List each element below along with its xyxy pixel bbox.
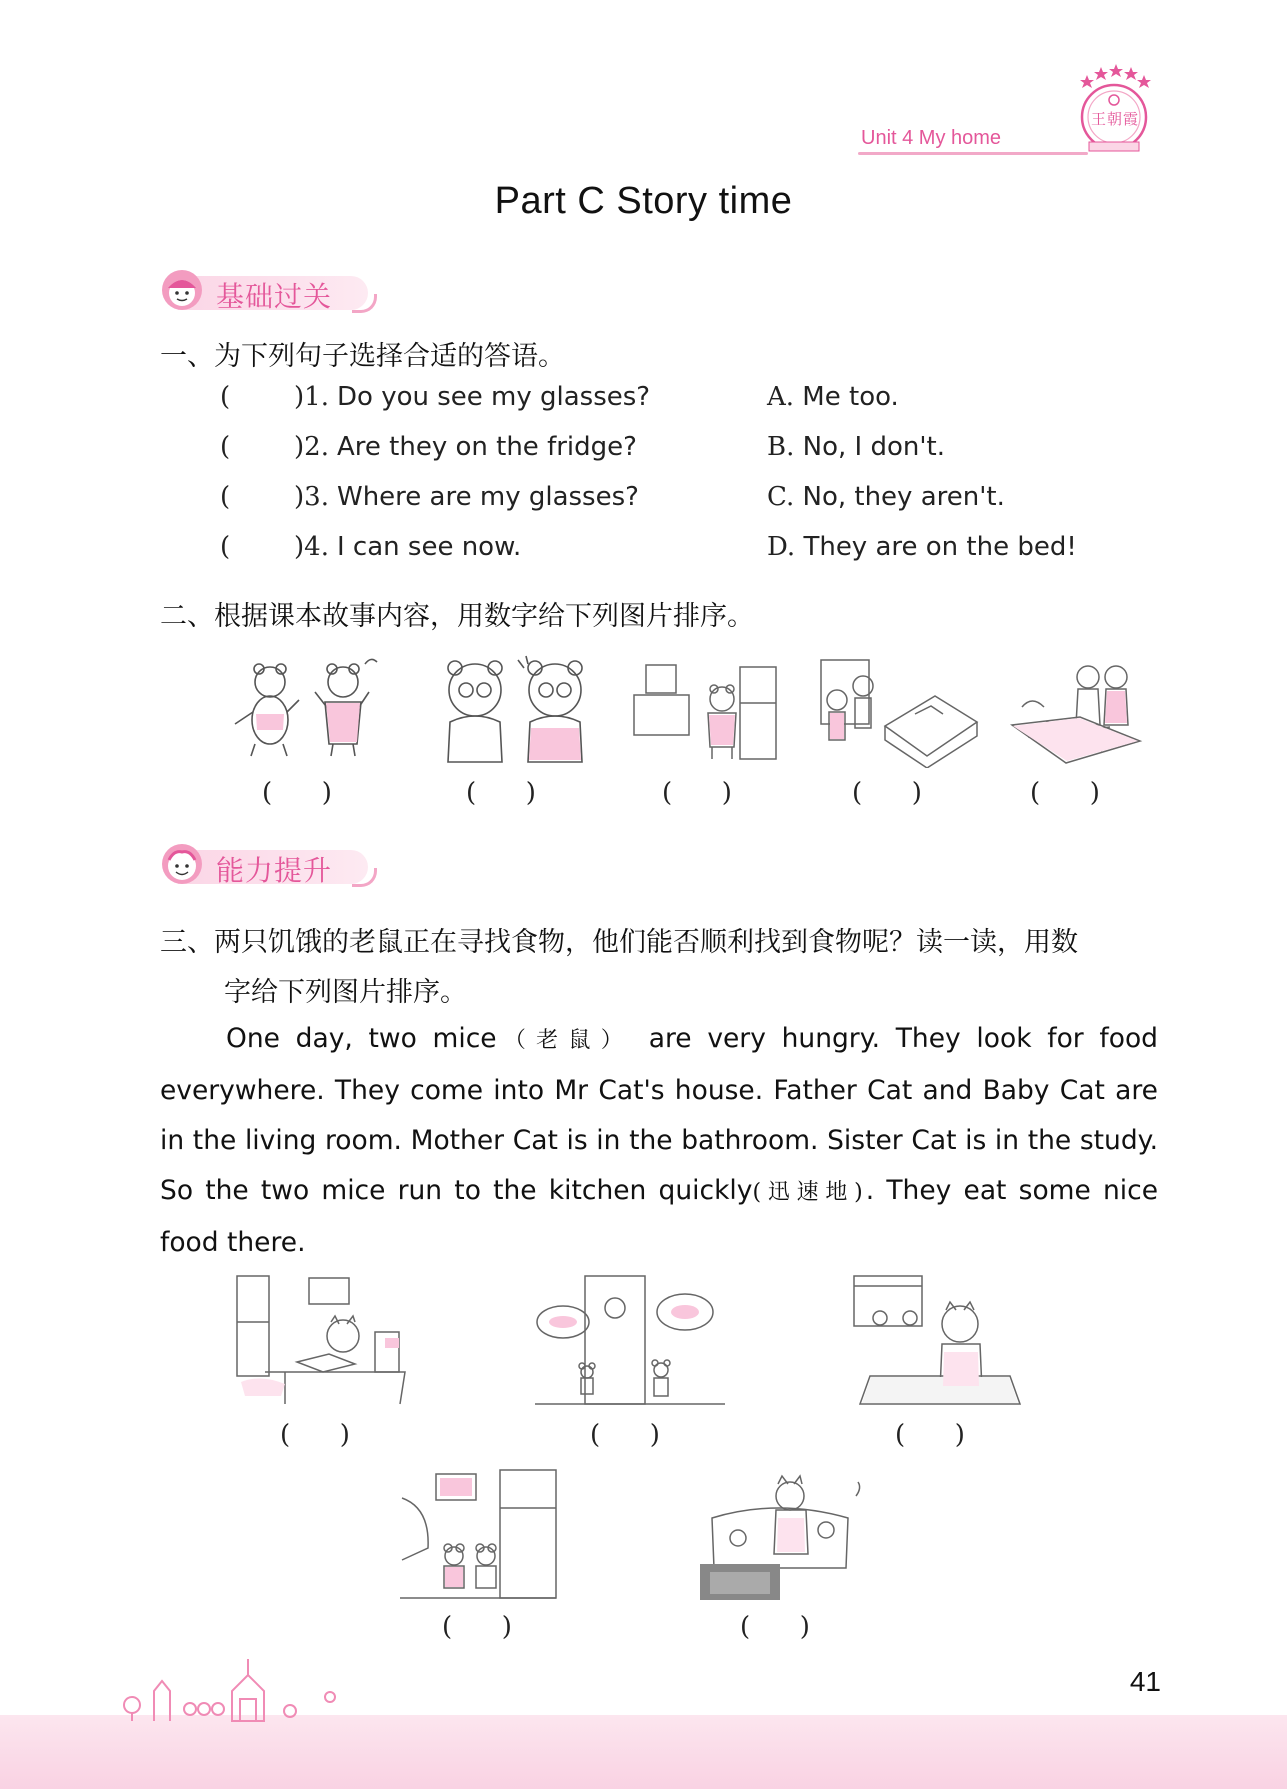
bears-table-picture bbox=[1010, 655, 1160, 765]
section-badge-label: 能力提升 bbox=[216, 854, 333, 887]
publisher-logo bbox=[1075, 62, 1153, 154]
question-2-heading: 二、根据课本故事内容，用数字给下列图片排序。 bbox=[160, 601, 754, 632]
unit-label: Unit 4 My home bbox=[861, 127, 1002, 149]
picture-order-blank[interactable]: ( ) bbox=[262, 778, 332, 808]
girl-face-icon bbox=[160, 268, 204, 312]
story-passage: One day, two mice（老鼠） are very hungry. They look for food everywhere. They come into Mr Cat's house. Father Cat and Baby Cat are in the living room. Mother Cat is in the bathroom. Sister Cat is in the study. So the two mice run to the kitchen quickly(迅速地). They eat some nice food there. bbox=[160, 1023, 1158, 1258]
picture-order-blank[interactable]: ( ) bbox=[442, 1612, 512, 1642]
matching-row: ( )3. Where are my glasses? C. No, they aren't. bbox=[220, 482, 1005, 512]
logo-text: 王朝霞 bbox=[1091, 110, 1140, 128]
picture-order-blank[interactable]: ( ) bbox=[466, 778, 536, 808]
page-number: 41 bbox=[1129, 1666, 1161, 1697]
picture-order-blank[interactable]: ( ) bbox=[280, 1420, 350, 1450]
answer-option: B. No, I don't. bbox=[767, 432, 945, 462]
answer-option: A. Me too. bbox=[767, 382, 899, 412]
answer-blank[interactable]: )1. bbox=[294, 382, 329, 412]
bears-glasses-picture bbox=[430, 650, 600, 765]
picture-order-blank[interactable]: ( ) bbox=[590, 1420, 660, 1450]
question-3-heading-cont: 字给下列图片排序。 bbox=[224, 977, 467, 1008]
section-badge-basic bbox=[160, 268, 380, 314]
gloss-quickly: (迅速地) bbox=[752, 1180, 866, 1205]
picture-order-blank[interactable]: ( ) bbox=[740, 1612, 810, 1642]
section-badge-advanced bbox=[160, 842, 380, 888]
question-3-heading: 三、两只饥饿的老鼠正在寻找食物，他们能否顺利找到食物呢？读一读，用数 bbox=[160, 927, 1078, 958]
section-badge-label: 基础过关 bbox=[216, 280, 333, 313]
mice-kitchen-picture bbox=[400, 1468, 560, 1603]
question-text: Are they on the fridge? bbox=[337, 432, 637, 462]
question-text: Do you see my glasses? bbox=[337, 382, 651, 412]
bears-bed-picture bbox=[815, 656, 980, 768]
question-1-heading: 一、为下列句子选择合适的答语。 bbox=[160, 341, 565, 372]
castle-decoration-icon bbox=[120, 1645, 380, 1723]
matching-row: ( )1. Do you see my glasses? A. Me too. bbox=[220, 382, 899, 412]
picture-order-blank[interactable]: ( ) bbox=[895, 1420, 965, 1450]
bears-arguing-picture bbox=[225, 652, 390, 762]
answer-blank[interactable]: )3. bbox=[294, 482, 329, 512]
answer-option: C. No, they aren't. bbox=[767, 482, 1005, 512]
boy-face-icon bbox=[160, 842, 204, 886]
answer-option: D. They are on the bed! bbox=[767, 532, 1077, 562]
matching-row: ( )4. I can see now. D. They are on the bed! bbox=[220, 532, 1077, 562]
mice-at-door-picture bbox=[535, 1272, 730, 1407]
gloss-mice: （老鼠） bbox=[496, 1028, 634, 1053]
picture-order-blank[interactable]: ( ) bbox=[662, 778, 732, 808]
answer-blank[interactable]: )2. bbox=[294, 432, 329, 462]
father-baby-cat-living-room-picture bbox=[698, 1468, 863, 1603]
question-text: I can see now. bbox=[337, 532, 522, 562]
bear-fridge-picture bbox=[632, 655, 782, 767]
question-text: Where are my glasses? bbox=[337, 482, 639, 512]
mother-cat-bathroom-picture bbox=[850, 1272, 1025, 1407]
picture-order-blank[interactable]: ( ) bbox=[852, 778, 922, 808]
unit-underline bbox=[858, 152, 1088, 155]
picture-order-blank[interactable]: ( ) bbox=[1030, 778, 1100, 808]
matching-row: ( )2. Are they on the fridge? B. No, I don't. bbox=[220, 432, 945, 462]
answer-blank[interactable]: )4. bbox=[294, 532, 329, 562]
footer-band bbox=[0, 1715, 1287, 1789]
sister-cat-study-picture bbox=[235, 1272, 410, 1407]
page-title: Part C Story time bbox=[494, 180, 793, 222]
